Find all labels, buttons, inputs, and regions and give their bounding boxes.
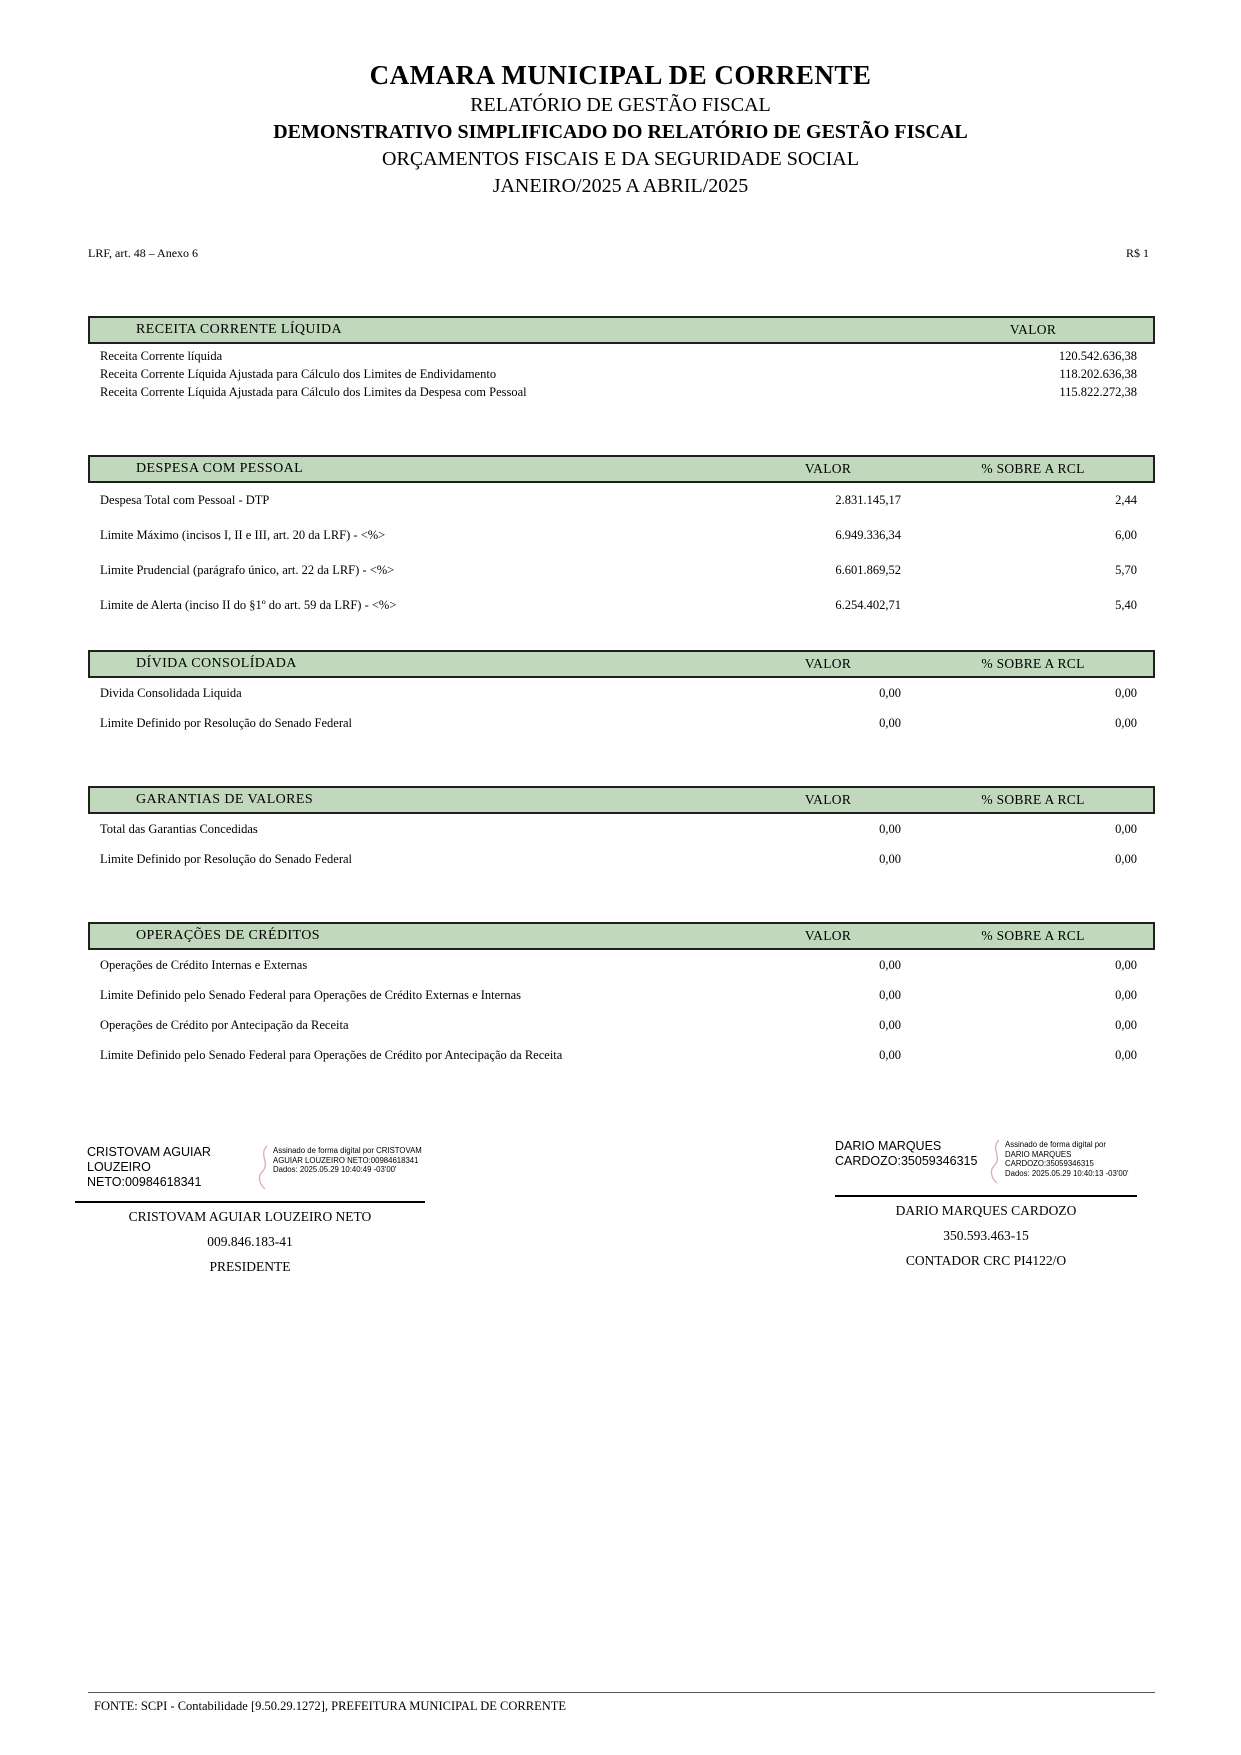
footer-source: FONTE: SCPI - Contabilidade [9.50.29.1272], PREFEITURA MUNICIPAL DE CORRENTE bbox=[94, 1699, 566, 1713]
table-title: DÍVIDA CONSOLÍDADA bbox=[136, 656, 297, 671]
row-pct: 0,00 bbox=[1115, 957, 1137, 972]
scope-title: ORÇAMENTOS FISCAIS E DA SEGURIDADE SOCIAL bbox=[382, 148, 859, 170]
table-header bbox=[88, 922, 1155, 950]
note-line: Dados: 2025.05.29 10:40:49 -03'00' bbox=[273, 1165, 397, 1174]
table-row bbox=[88, 844, 1155, 874]
row-valor: 120.542.636,38 bbox=[1058, 348, 1137, 363]
table-garantias-de-valores bbox=[88, 786, 1155, 874]
row-pct: 6,00 bbox=[1115, 528, 1137, 542]
table-receita-corrente-liquida bbox=[88, 316, 1155, 401]
table-title: GARANTIAS DE VALORES bbox=[136, 792, 314, 807]
table-header bbox=[88, 455, 1155, 483]
row-valor: 0,00 bbox=[879, 821, 901, 836]
row-pct: 0,00 bbox=[1115, 715, 1137, 730]
row-pct: 2,44 bbox=[1115, 493, 1137, 507]
table-row bbox=[88, 708, 1155, 738]
row-label: Receita Corrente líquida bbox=[100, 348, 223, 363]
digital-signature bbox=[835, 1133, 1137, 1191]
table-header bbox=[88, 786, 1155, 814]
table-operacoes-de-creditos bbox=[88, 922, 1155, 1070]
table-header bbox=[88, 316, 1155, 344]
signatory-name: DARIO MARQUES CARDOZO bbox=[895, 1203, 1077, 1218]
row-pct: 0,00 bbox=[1115, 1047, 1137, 1062]
row-pct: 0,00 bbox=[1115, 851, 1137, 866]
signature-line bbox=[835, 1195, 1137, 1197]
row-pct: 5,40 bbox=[1115, 598, 1137, 612]
table-row bbox=[88, 553, 1155, 588]
table-row bbox=[88, 1010, 1155, 1040]
table-row bbox=[88, 950, 1155, 980]
note-line: Dados: 2025.05.29 10:40:13 -03'00' bbox=[1005, 1168, 1129, 1178]
table-body bbox=[88, 344, 1155, 401]
row-valor: 0,00 bbox=[879, 957, 901, 972]
report-title: RELATÓRIO DE GESTÃO FISCAL bbox=[470, 94, 771, 116]
row-label: Receita Corrente Líquida Ajustada para Cálculo dos Limites de Endividamento bbox=[100, 366, 497, 381]
column-header-pct: % SOBRE A RCL bbox=[981, 928, 1085, 943]
column-header-valor: VALOR bbox=[804, 656, 852, 671]
row-pct: 0,00 bbox=[1115, 821, 1137, 836]
row-pct: 5,70 bbox=[1115, 563, 1137, 577]
row-valor: 0,00 bbox=[879, 1017, 901, 1032]
signature-block-accountant bbox=[835, 1133, 1137, 1272]
period-title: JANEIRO/2025 A ABRIL/2025 bbox=[492, 175, 749, 197]
table-title: DESPESA COM PESSOAL bbox=[136, 461, 304, 476]
footer-rule bbox=[88, 1692, 1155, 1693]
table-divida-consolidada bbox=[88, 650, 1155, 738]
row-label: Operações de Crédito Internas e Externas bbox=[100, 957, 308, 972]
table-body bbox=[88, 483, 1155, 623]
column-header-valor: VALOR bbox=[804, 461, 852, 476]
row-valor: 115.822.272,38 bbox=[1059, 384, 1137, 399]
table-body bbox=[88, 678, 1155, 738]
row-valor: 0,00 bbox=[879, 851, 901, 866]
meta-row bbox=[88, 246, 1155, 261]
row-valor: 0,00 bbox=[879, 987, 901, 1002]
signatory-role: CONTADOR CRC PI4122/O bbox=[905, 1253, 1067, 1268]
row-pct: 0,00 bbox=[1115, 685, 1137, 700]
table-title: OPERAÇÕES DE CRÉDITOS bbox=[136, 928, 320, 943]
table-row bbox=[88, 365, 1155, 383]
table-row bbox=[88, 483, 1155, 518]
digital-signature bbox=[75, 1133, 425, 1197]
row-valor: 0,00 bbox=[879, 715, 901, 730]
row-valor: 6.601.869,52 bbox=[835, 563, 901, 577]
document-header bbox=[0, 58, 1241, 200]
row-valor: 0,00 bbox=[879, 1047, 901, 1062]
row-valor: 6.949.336,34 bbox=[835, 528, 901, 542]
table-row bbox=[88, 383, 1155, 401]
column-header-valor: VALOR bbox=[1009, 322, 1057, 337]
row-pct: 0,00 bbox=[1115, 1017, 1137, 1032]
row-valor: 2.831.145,17 bbox=[835, 493, 901, 507]
row-valor: 6.254.402,71 bbox=[835, 598, 901, 612]
note-line: Assinado de forma digital por bbox=[1005, 1140, 1106, 1149]
signature-line bbox=[75, 1201, 425, 1203]
signature-block-president bbox=[75, 1133, 425, 1278]
note-line: AGUIAR LOUZEIRO NETO:00984618341 bbox=[273, 1155, 419, 1165]
note-line: CARDOZO:35059346315 bbox=[1005, 1159, 1094, 1168]
row-label: Limite de Alerta (inciso II do §1º do art. 59 da LRF) - <%> bbox=[100, 598, 397, 612]
column-header-pct: % SOBRE A RCL bbox=[981, 656, 1085, 671]
row-pct: 0,00 bbox=[1115, 987, 1137, 1002]
row-label: Limite Máximo (incisos I, II e III, art. 20 da LRF) - <%> bbox=[100, 528, 386, 542]
note-line: Assinado de forma digital por CRISTOVAM bbox=[273, 1146, 422, 1155]
column-header-valor: VALOR bbox=[804, 792, 852, 807]
row-label: Operações de Crédito por Antecipação da Receita bbox=[100, 1017, 349, 1032]
digital-signature-note bbox=[273, 1145, 425, 1197]
signatory-role: PRESIDENTE bbox=[209, 1259, 291, 1274]
digital-signature-name: CRISTOVAM AGUIAR LOUZEIRO NETO:00984618341 bbox=[87, 1145, 211, 1189]
table-title: RECEITA CORRENTE LÍQUIDA bbox=[136, 322, 343, 337]
note-line: DARIO MARQUES bbox=[1005, 1149, 1072, 1159]
row-label: Limite Definido por Resolução do Senado Federal bbox=[100, 851, 353, 866]
column-header-pct: % SOBRE A RCL bbox=[981, 792, 1085, 807]
table-body bbox=[88, 950, 1155, 1070]
table-row bbox=[88, 518, 1155, 553]
row-label: Limite Definido por Resolução do Senado Federal bbox=[100, 715, 353, 730]
signatory-name: CRISTOVAM AGUIAR LOUZEIRO NETO bbox=[128, 1209, 372, 1224]
org-title: CAMARA MUNICIPAL DE CORRENTE bbox=[369, 60, 872, 90]
signature-ribbon-icon bbox=[987, 1139, 1005, 1191]
table-row bbox=[88, 347, 1155, 365]
row-label: Divida Consolidada Liquida bbox=[100, 685, 242, 700]
row-valor: 0,00 bbox=[879, 685, 901, 700]
row-label: Limite Prudencial (parágrafo único, art. 22 da LRF) - <%> bbox=[100, 563, 395, 577]
table-row bbox=[88, 980, 1155, 1010]
legal-ref: LRF, art. 48 – Anexo 6 bbox=[88, 246, 199, 260]
digital-signature-note bbox=[1005, 1139, 1137, 1191]
row-valor: 118.202.636,38 bbox=[1059, 366, 1137, 381]
table-header bbox=[88, 650, 1155, 678]
table-row bbox=[88, 678, 1155, 708]
statement-title: DEMONSTRATIVO SIMPLIFICADO DO RELATÓRIO DE GESTÃO FISCAL bbox=[273, 121, 968, 143]
table-despesa-com-pessoal bbox=[88, 455, 1155, 623]
row-label: Total das Garantias Concedidas bbox=[100, 821, 258, 836]
row-label: Receita Corrente Líquida Ajustada para Cálculo dos Limites da Despesa com Pessoal bbox=[100, 384, 527, 399]
table-row bbox=[88, 588, 1155, 623]
signature-ribbon-icon bbox=[255, 1145, 273, 1197]
row-label: Despesa Total com Pessoal - DTP bbox=[100, 493, 270, 507]
table-body bbox=[88, 814, 1155, 874]
row-label: Limite Definido pelo Senado Federal para Operações de Crédito por Antecipação da Receita bbox=[100, 1047, 563, 1062]
row-label: Limite Definido pelo Senado Federal para Operações de Crédito Externas e Internas bbox=[100, 987, 522, 1002]
digital-signature-name: DARIO MARQUES CARDOZO:35059346315 bbox=[835, 1139, 978, 1168]
table-row bbox=[88, 1040, 1155, 1070]
signatory-cpf: 350.593.463-15 bbox=[943, 1228, 1029, 1243]
column-header-valor: VALOR bbox=[804, 928, 852, 943]
currency-unit: R$ 1 bbox=[1125, 246, 1149, 260]
column-header-pct: % SOBRE A RCL bbox=[981, 461, 1085, 476]
signatory-cpf: 009.846.183-41 bbox=[207, 1234, 293, 1249]
table-row bbox=[88, 814, 1155, 844]
